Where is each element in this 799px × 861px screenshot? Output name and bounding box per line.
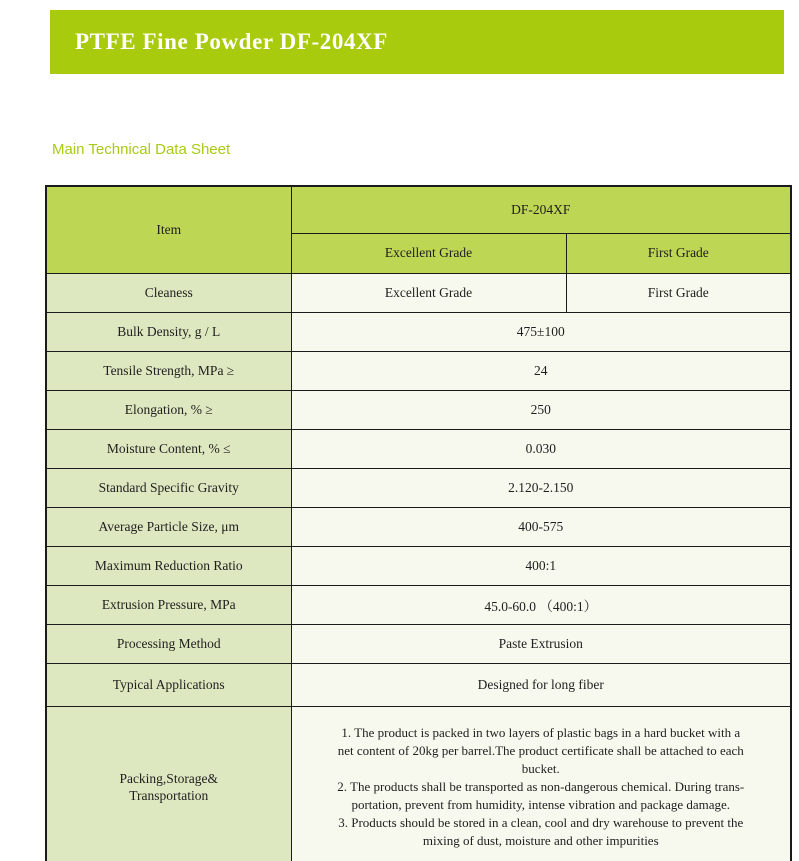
packing-note-line: bucket.	[521, 761, 560, 777]
row-value-cell: 24	[291, 351, 791, 390]
grade-header-first: First Grade	[566, 233, 791, 273]
packing-note-line: net content of 20kg per barrel.The product certificate shall be attached to each	[337, 743, 744, 759]
table-row-extrusion-pressure	[46, 585, 791, 624]
packing-notes-cell	[291, 706, 791, 861]
grade-header-excellent: Excellent Grade	[291, 233, 566, 273]
packing-note-line: 2. The products shall be transported as non-dangerous chemical. During trans-	[337, 779, 745, 795]
packing-note-line: portation, prevent from humidity, intense vibration and package damage.	[351, 797, 731, 813]
table-row-bulk-density	[46, 312, 791, 351]
product-name-cell: DF-204XF	[291, 186, 791, 233]
packing-note-line: mixing of dust, moisture and other impurities	[422, 833, 659, 849]
row-value-cell: Paste Extrusion	[291, 624, 791, 663]
table-row-typical-applications	[46, 663, 791, 706]
table-row-packing-storage	[46, 706, 791, 861]
row-value-cell: 400:1	[291, 546, 791, 585]
row-label-cell: Processing Method	[46, 624, 291, 663]
section-heading: Main Technical Data Sheet	[52, 141, 231, 158]
row-label-cell: Elongation, % ≥	[46, 390, 291, 429]
item-header-cell: Item	[46, 186, 291, 273]
document-header-banner	[50, 10, 784, 74]
row-value-cell: 250	[291, 390, 791, 429]
row-value-cell: 2.120-2.150	[291, 468, 791, 507]
packing-label-line: Packing,Storage&	[119, 771, 219, 787]
row-label-cell: Maximum Reduction Ratio	[46, 546, 291, 585]
table-row-elongation	[46, 390, 791, 429]
row-label-cell: Moisture Content, % ≤	[46, 429, 291, 468]
row-label-cell: Typical Applications	[46, 663, 291, 706]
technical-data-table	[45, 185, 792, 861]
row-label-cell: Extrusion Pressure, MPa	[46, 585, 291, 624]
row-value-cell: 400-575	[291, 507, 791, 546]
row-label-cell: Bulk Density, g / L	[46, 312, 291, 351]
row-label-cell: Tensile Strength, MPa ≥	[46, 351, 291, 390]
row-value-cell: Designed for long fiber	[291, 663, 791, 706]
packing-label-line: Transportation	[129, 788, 209, 804]
row-label-cell: Standard Specific Gravity	[46, 468, 291, 507]
row-label-cell	[46, 706, 291, 861]
table-row-specific-gravity	[46, 468, 791, 507]
row-value-cell: 45.0-60.0 （400:1）	[291, 585, 791, 624]
packing-note-line: 1. The product is packed in two layers of plastic bags in a hard bucket with a	[341, 725, 741, 741]
row-label-cell: Average Particle Size, μm	[46, 507, 291, 546]
row-label-cell: Cleaness	[46, 273, 291, 312]
table-row-cleaness	[46, 273, 791, 312]
row-value-cell: 0.030	[291, 429, 791, 468]
table-row-particle-size	[46, 507, 791, 546]
row-value-cell: Excellent Grade	[291, 273, 566, 312]
packing-note-line: 3. Products should be stored in a clean, cool and dry warehouse to prevent the	[338, 815, 744, 831]
row-value-cell: 475±100	[291, 312, 791, 351]
table-row-processing-method	[46, 624, 791, 663]
table-row-tensile-strength	[46, 351, 791, 390]
product-title: PTFE Fine Powder DF-204XF	[75, 29, 388, 54]
row-value-cell: First Grade	[566, 273, 791, 312]
table-row-moisture-content	[46, 429, 791, 468]
table-row-reduction-ratio	[46, 546, 791, 585]
table-header-row-product	[46, 186, 791, 233]
